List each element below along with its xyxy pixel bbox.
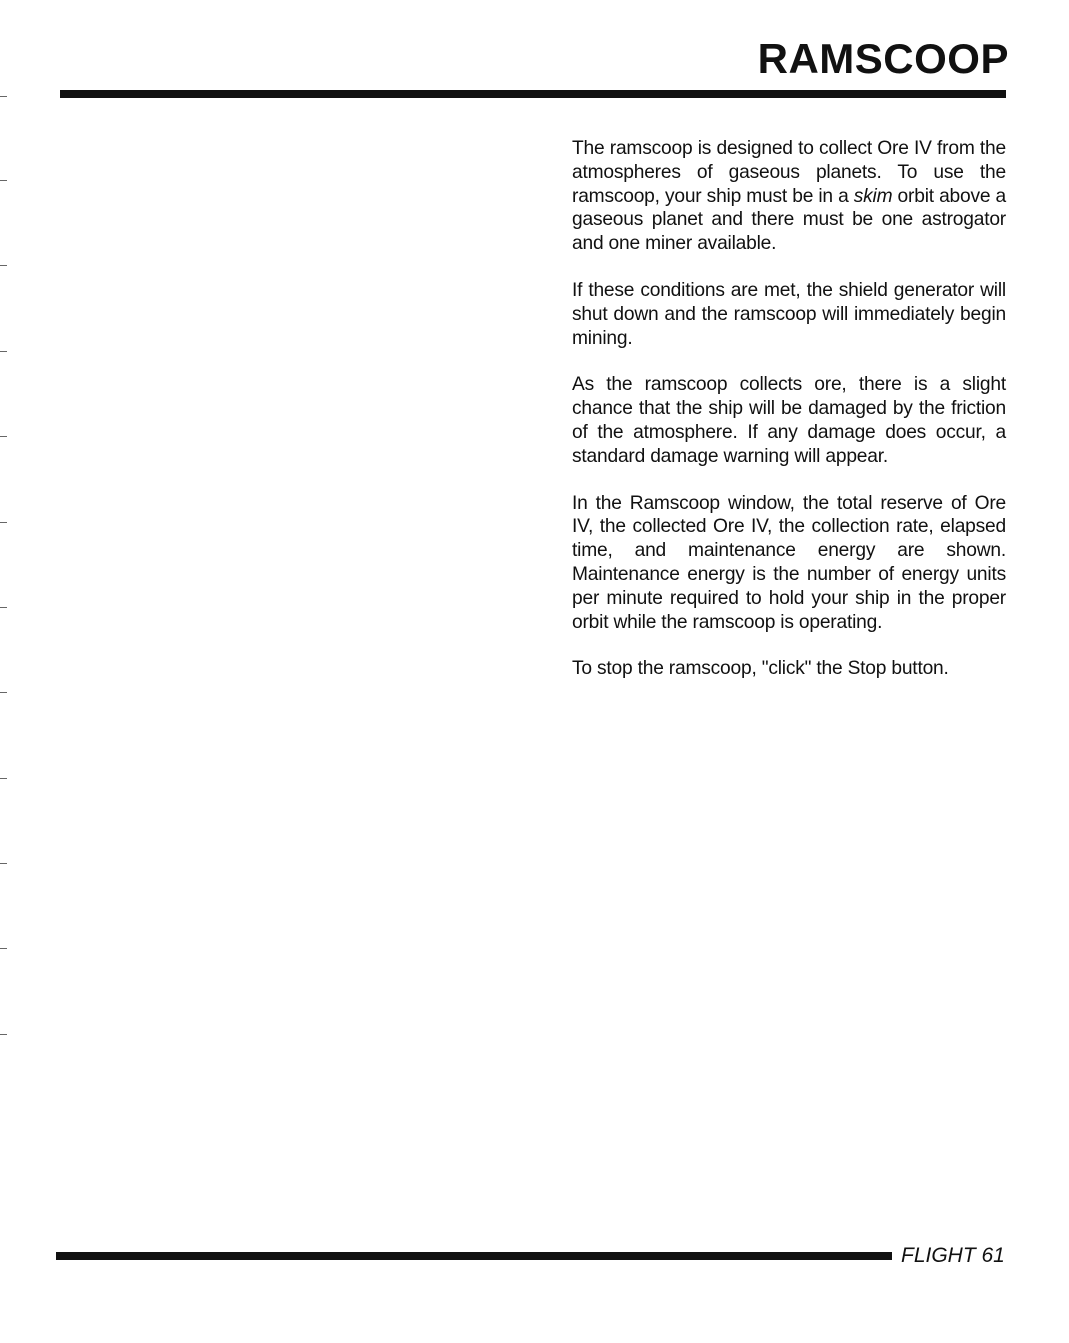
paragraph-conditions: If these conditions are met, the shield generator will shut down and the ramscoop will immediately begin mining. xyxy=(572,279,1006,349)
footer-rule xyxy=(56,1252,892,1260)
paragraph-window: In the Ramscoop window, the total reserve of Ore IV, the collected Ore IV, the collection rate, elapsed time, and maintenance energy are shown. Maintenance energy is the number of energy units per minute required to hold your ship in the proper orbit while the ramscoop is operating. xyxy=(572,492,1006,633)
page-title: RAMSCOOP xyxy=(757,35,1009,82)
footer-page-label: FLIGHT 61 xyxy=(901,1244,1005,1267)
margin-tick xyxy=(0,778,7,779)
skim-emphasis: skim xyxy=(853,185,893,207)
margin-tick xyxy=(0,265,7,266)
body-text xyxy=(572,137,1006,704)
margin-tick xyxy=(0,522,7,523)
margin-tick xyxy=(0,351,7,352)
paragraph-damage: As the ramscoop collects ore, there is a slight chance that the ship will be damaged by the friction of the atmosphere. If any damage does occur, a standard damage warning will appear. xyxy=(572,374,1006,467)
margin-tick xyxy=(0,1034,7,1035)
margin-tick xyxy=(0,96,7,97)
margin-tick xyxy=(0,436,7,437)
margin-tick xyxy=(0,948,7,949)
margin-tick xyxy=(0,180,7,181)
header-rule xyxy=(60,90,1006,98)
paragraph-purpose-end: orbit above a gaseous planet and there must be one astrogator and one miner available. xyxy=(572,185,1007,255)
paragraph-purpose xyxy=(572,137,1006,256)
margin-tick xyxy=(0,692,7,693)
paragraph-purpose-start: The ramscoop is designed to collect Ore IV from the atmospheres of gaseous planets. To use the ramscoop, your ship must be in a xyxy=(572,138,1006,207)
paragraph-stop: To stop the ramscoop, "click" the Stop button. xyxy=(572,658,949,680)
margin-tick xyxy=(0,863,7,864)
margin-tick xyxy=(0,607,7,608)
